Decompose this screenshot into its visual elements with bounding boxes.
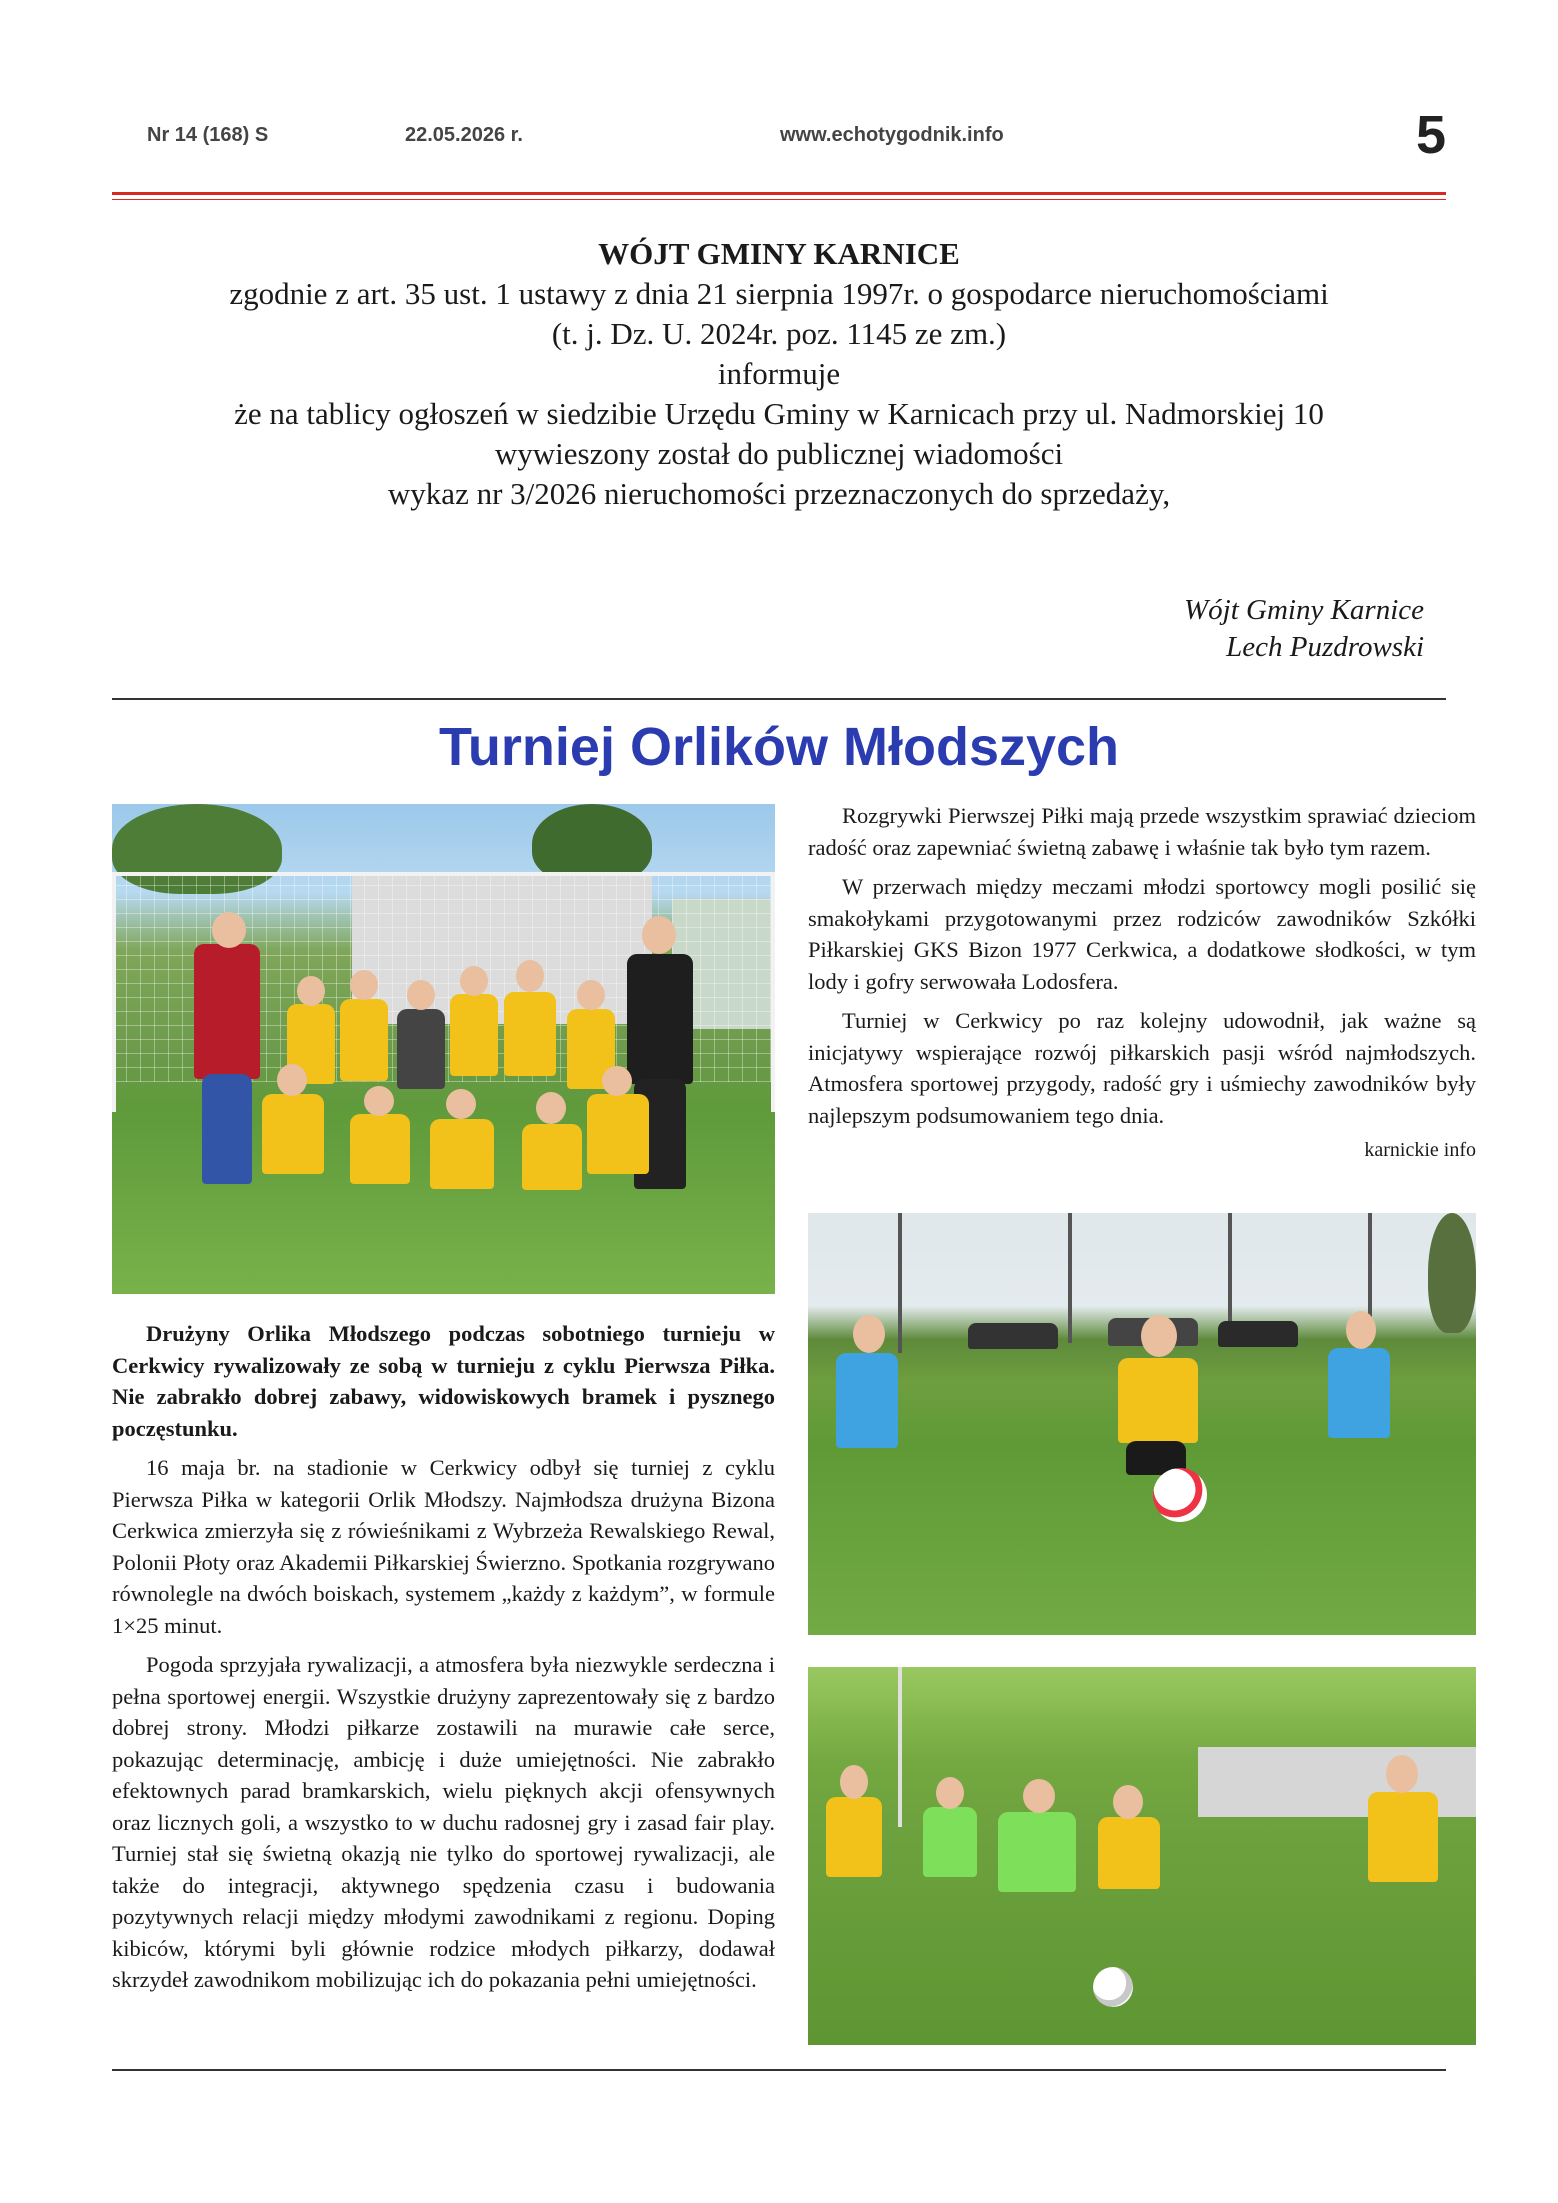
player-head xyxy=(1023,1779,1055,1813)
player-head xyxy=(936,1777,964,1809)
player-figure xyxy=(397,1009,445,1089)
player-head xyxy=(364,1086,394,1116)
page-header xyxy=(112,105,1446,165)
player-figure xyxy=(522,1124,582,1190)
pole-shape xyxy=(1068,1213,1072,1343)
team-group-photo xyxy=(112,804,775,1294)
soccer-ball-icon xyxy=(1153,1468,1207,1522)
soccer-ball-icon xyxy=(1093,1967,1133,2007)
player-figure xyxy=(340,999,388,1081)
player-head xyxy=(446,1089,476,1119)
notice-title: WÓJT GMINY KARNICE xyxy=(598,236,960,271)
coach-head xyxy=(642,916,676,954)
signature-role: Wójt Gminy Karnice xyxy=(1183,594,1424,626)
notice-signature xyxy=(1184,592,1424,666)
player-figure xyxy=(450,994,498,1076)
coach-figure xyxy=(627,954,693,1084)
article-paragraph: W przerwach między meczami młodzi sportowcy mogli posilić się smakołykami przygotowanymi przez rodziców zawodników Szkółki Piłkarskiej GKS Bizon 1977 Cerkwica, a dodatkowe słodkości, w tym lody i gofry serwowała Lodosfera. xyxy=(808,874,1476,994)
player-figure xyxy=(430,1119,494,1189)
match-action-photo xyxy=(808,1667,1476,2045)
player-head xyxy=(1141,1315,1177,1357)
article-paragraph: Pogoda sprzyjała rywalizacji, a atmosfera była niezwykle serdeczna i pełna sportowej energii. Wszystkie drużyny zaprezentowały się z bardzo dobrej strony. Młodzi piłkarze zostawili na murawie całe serce, pokazując determinację, ambicję i duże umiejętności. Nie zabrakło efektownych parad bramkarskich, wielu pięknych akcji ofensywnych oraz licznych goli, a wszystko to w duchu radosnej gry i zasad fair play. Turniej stał się świetną okazją nie tylko do sportowej rywalizacji, ale także do integracji, aktywnego spędzenia czasu i budowania pozytywnych relacji między młodymi zawodnikami z regionu. Doping kibiców, którymi byli głównie rodzice młodych piłkarzy, dodawał skrzydeł zawodnikom mobilizując ich do pokazania pełni umiejętności. xyxy=(112,1652,775,1992)
coach-head xyxy=(212,912,246,948)
article-credit: karnickie info xyxy=(1364,1139,1476,1161)
article-lead: Drużyny Orlika Młodszego podczas sobotniego turnieju w Cerkwicy rywalizowały ze sobą w turnieju z cyklu Pierwsza Piłka. Nie zabrakło dobrej zabawy, widowiskowych bramek i pysznego poczęstunku. xyxy=(112,1321,775,1441)
player-head xyxy=(1346,1311,1376,1349)
pole-shape xyxy=(898,1213,902,1353)
car-shape xyxy=(1218,1321,1298,1347)
player-figure xyxy=(1098,1817,1160,1889)
coach-figure xyxy=(194,944,260,1079)
player-figure xyxy=(1368,1792,1438,1882)
player-figure xyxy=(1118,1358,1198,1443)
notice-line: wykaz nr 3/2026 nieruchomości przeznaczonych do sprzedaży, xyxy=(387,476,1171,511)
pole-shape xyxy=(898,1667,902,1827)
player-head xyxy=(297,976,325,1006)
article-paragraph: Turniej w Cerkwicy po raz kolejny udowodnił, jak ważne są inicjatywy wspierające rozwój piłkarskich pasji wśród najmłodszych. Atmosfera sportowej przygody, radość gry i uśmiechy zawodników były najlepszym podsumowaniem tego dnia. xyxy=(808,1008,1476,1128)
player-head xyxy=(350,970,378,1000)
player-figure xyxy=(923,1807,977,1877)
page-bottom-rule xyxy=(112,2069,1446,2071)
player-figure xyxy=(350,1114,410,1184)
coach-figure xyxy=(202,1074,252,1184)
player-figure xyxy=(587,1094,649,1174)
website-link[interactable]: www.echotygodnik.info xyxy=(780,124,1004,146)
player-figure xyxy=(504,992,556,1076)
player-head xyxy=(840,1765,868,1799)
player-head xyxy=(1386,1755,1418,1793)
player-head xyxy=(1113,1785,1143,1819)
player-head xyxy=(407,980,435,1010)
article-left-column xyxy=(112,1318,775,2004)
player-head xyxy=(536,1092,566,1124)
page-number: 5 xyxy=(1415,105,1446,165)
player-head xyxy=(853,1315,885,1353)
car-shape xyxy=(968,1323,1058,1349)
notice-line: zgodnie z art. 35 ust. 1 ustawy z dnia 21 sierpnia 1997r. o gospodarce nieruchomościami xyxy=(229,276,1329,311)
article-right-column xyxy=(808,800,1476,1162)
player-figure xyxy=(1328,1348,1390,1438)
article-title: Turniej Orlików Młodszych xyxy=(438,717,1120,777)
official-notice xyxy=(112,234,1446,514)
issue-number: Nr 14 (168) S xyxy=(147,124,269,146)
player-head xyxy=(602,1066,632,1096)
signature-name: Lech Puzdrowski xyxy=(1226,631,1424,663)
player-head xyxy=(277,1064,307,1096)
tree-shape xyxy=(1428,1213,1476,1333)
player-figure xyxy=(998,1812,1076,1892)
player-figure xyxy=(262,1094,324,1174)
section-divider xyxy=(112,698,1446,700)
player-figure xyxy=(836,1353,898,1448)
notice-line: wywieszony został do publicznej wiadomości xyxy=(494,436,1064,471)
notice-line: informuje xyxy=(717,356,841,391)
notice-line: (t. j. Dz. U. 2024r. poz. 1145 ze zm.) xyxy=(551,316,1007,351)
article-paragraph: Rozgrywki Pierwszej Piłki mają przede wszystkim sprawiać dzieciom radość oraz zapewniać świetną zabawę i właśnie tak było tym razem. xyxy=(808,803,1476,860)
player-head xyxy=(577,980,605,1010)
notice-line: że na tablicy ogłoszeń w siedzibie Urzędu Gminy w Karnicach przy ul. Nadmorskiej 10 xyxy=(234,396,1324,431)
player-figure xyxy=(826,1797,882,1877)
article-paragraph: 16 maja br. na stadionie w Cerkwicy odbył się turniej z cyklu Pierwsza Piłka w kategorii Orlik Młodszy. Najmłodsza drużyna Bizona Cerkwica zmierzyła się z rówieśnikami z Wybrzeża Rewalskiego Rewal, Polonii Płoty oraz Akademii Piłkarskiej Świerzno. Spotkania rozgrywano równolegle na dwóch boiskach, systemem „każdy z każdym”, w formule 1×25 minut. xyxy=(112,1455,775,1638)
player-head xyxy=(516,960,544,992)
header-rule xyxy=(112,192,1446,195)
match-action-photo xyxy=(808,1213,1476,1635)
header-rule-thin xyxy=(112,199,1446,200)
issue-date: 22.05.2026 r. xyxy=(405,124,523,146)
player-head xyxy=(460,966,488,996)
